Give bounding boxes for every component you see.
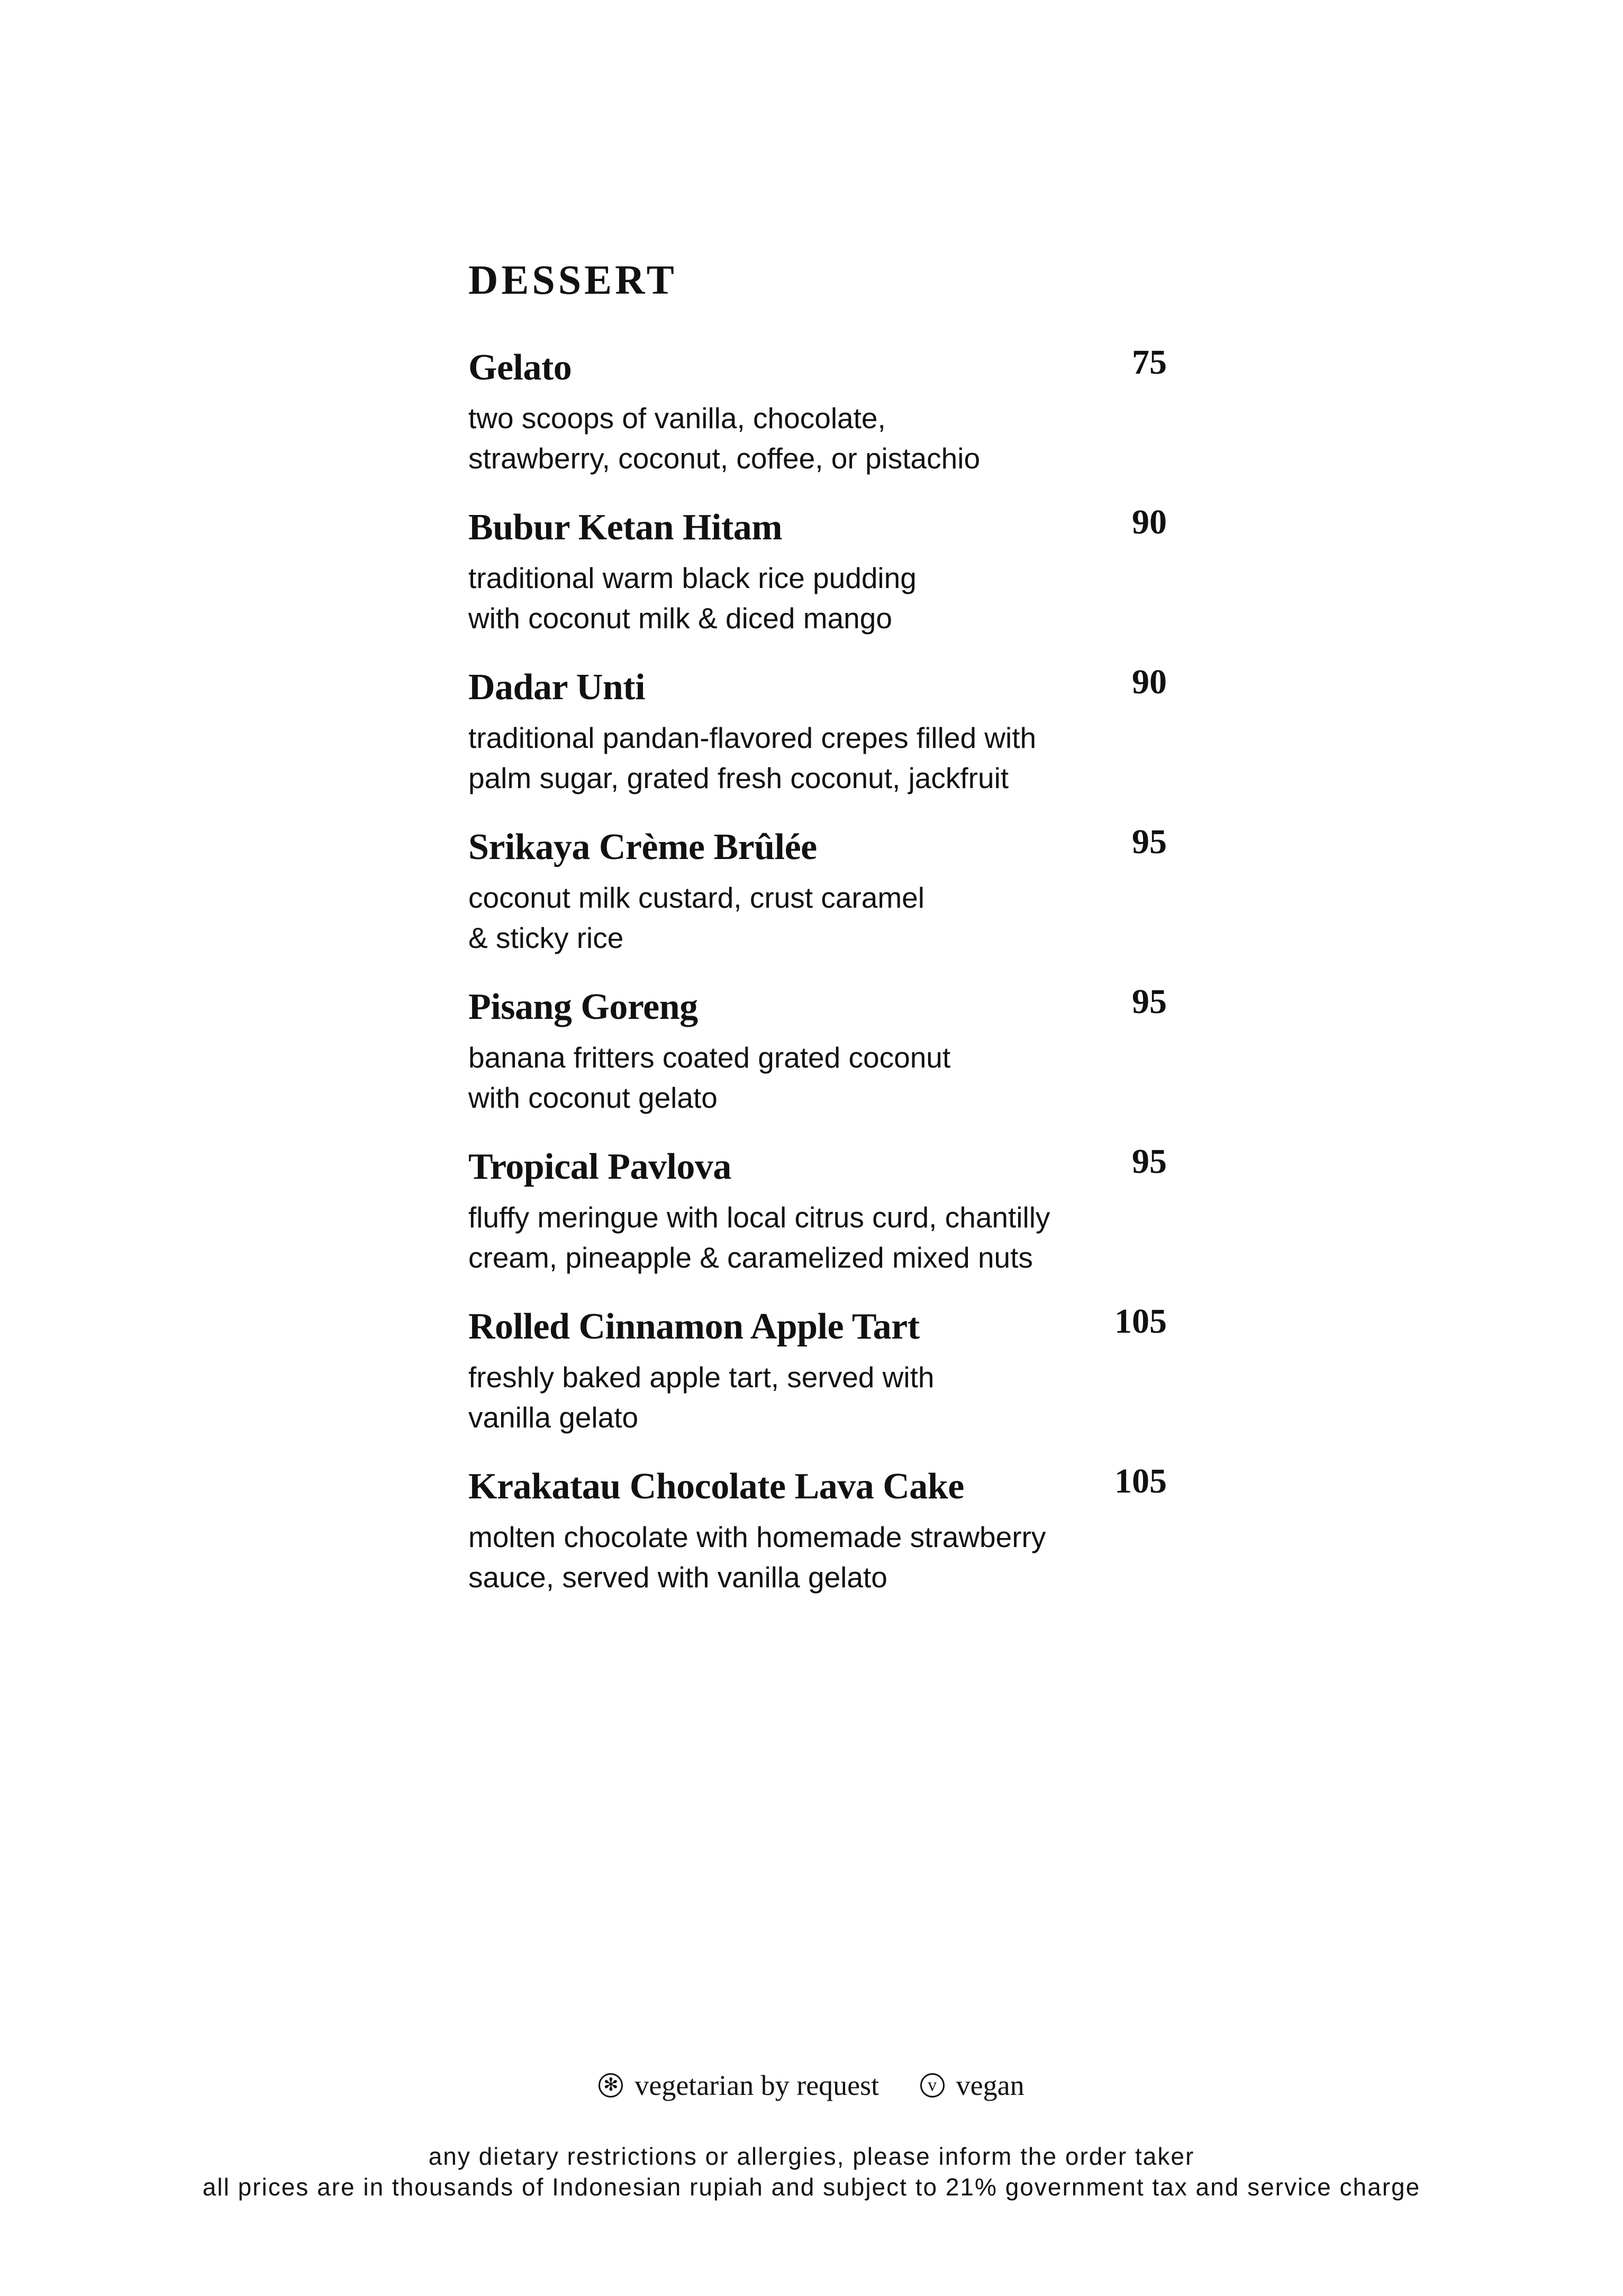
menu-item-tropical-pavlova	[468, 1142, 1167, 1278]
item-name: Rolled Cinnamon Apple Tart	[468, 1306, 920, 1347]
item-description-line: vanilla gelato	[468, 1401, 639, 1434]
menu-item-pisang-goreng	[468, 982, 1167, 1118]
item-description-line: traditional pandan-flavored crepes filled with	[468, 721, 1037, 754]
dietary-legend	[0, 2067, 1623, 2100]
item-description-line: banana fritters coated grated coconut	[468, 1041, 951, 1074]
item-description-line: freshly baked apple tart, served with	[468, 1361, 935, 1394]
item-description-line: strawberry, coconut, coffee, or pistachio	[468, 442, 981, 475]
item-price: 105	[1114, 1462, 1167, 1500]
item-price: 75	[1132, 343, 1167, 382]
menu-item-rolled-cinnamon-apple-tart	[468, 1302, 1167, 1438]
menu-item-gelato	[468, 343, 1167, 478]
section-title: DESSERT	[468, 257, 677, 303]
item-description	[468, 1197, 1082, 1278]
item-description	[468, 718, 1082, 798]
legend-vegetarian	[599, 2071, 879, 2100]
item-name: Bubur Ketan Hitam	[468, 507, 783, 548]
item-description	[468, 1037, 1082, 1118]
item-description-line: with coconut milk & diced mango	[468, 602, 892, 635]
item-description-line: coconut milk custard, crust caramel	[468, 881, 924, 914]
allergy-note: any dietary restrictions or allergies, please inform the order taker	[428, 2143, 1195, 2170]
item-description-line: fluffy meringue with local citrus curd, chantilly	[468, 1201, 1050, 1234]
item-description-line: cream, pineapple & caramelized mixed nuts	[468, 1241, 1033, 1274]
v-circle-icon: v	[920, 2073, 945, 2098]
menu-item-bubur-ketan-hitam	[468, 503, 1167, 638]
item-name: Srikaya Crème Brûlée	[468, 827, 817, 867]
item-description	[468, 398, 1082, 478]
legend-vegetarian-label: vegetarian by request	[634, 2069, 879, 2101]
legend-vegan	[920, 2071, 1024, 2100]
item-description-line: molten chocolate with homemade strawberry	[468, 1521, 1046, 1553]
item-name: Dadar Unti	[468, 667, 646, 708]
item-price: 90	[1132, 663, 1167, 701]
item-price: 95	[1132, 822, 1167, 861]
item-description	[468, 1517, 1082, 1597]
item-price: 90	[1132, 503, 1167, 541]
price-note: all prices are in thousands of Indonesian rupiah and subject to 21% government tax and service charge	[202, 2173, 1421, 2201]
item-description-line: & sticky rice	[468, 921, 624, 954]
item-description	[468, 558, 1082, 638]
legend-vegan-label: vegan	[956, 2069, 1024, 2101]
menu-item-dadar-unti	[468, 663, 1167, 798]
menu-item-srikaya-creme-brulee	[468, 822, 1167, 958]
item-name: Tropical Pavlova	[468, 1146, 731, 1187]
item-name: Krakatau Chocolate Lava Cake	[468, 1466, 964, 1507]
item-name: Gelato	[468, 347, 572, 388]
item-description-line: palm sugar, grated fresh coconut, jackfruit	[468, 762, 1009, 794]
item-description	[468, 878, 1082, 958]
item-description-line: sauce, served with vanilla gelato	[468, 1561, 887, 1594]
item-name: Pisang Goreng	[468, 987, 698, 1027]
item-description-line: with coconut gelato	[468, 1081, 718, 1114]
menu-item-krakatau-chocolate-lava-cake	[468, 1462, 1167, 1597]
item-price: 95	[1132, 982, 1167, 1021]
asterisk-circle-icon: ✻	[599, 2073, 623, 2098]
item-description-line: traditional warm black rice pudding	[468, 562, 917, 594]
item-price: 105	[1114, 1302, 1167, 1341]
item-description	[468, 1357, 1082, 1438]
item-description-line: two scoops of vanilla, chocolate,	[468, 402, 886, 435]
item-price: 95	[1132, 1142, 1167, 1181]
